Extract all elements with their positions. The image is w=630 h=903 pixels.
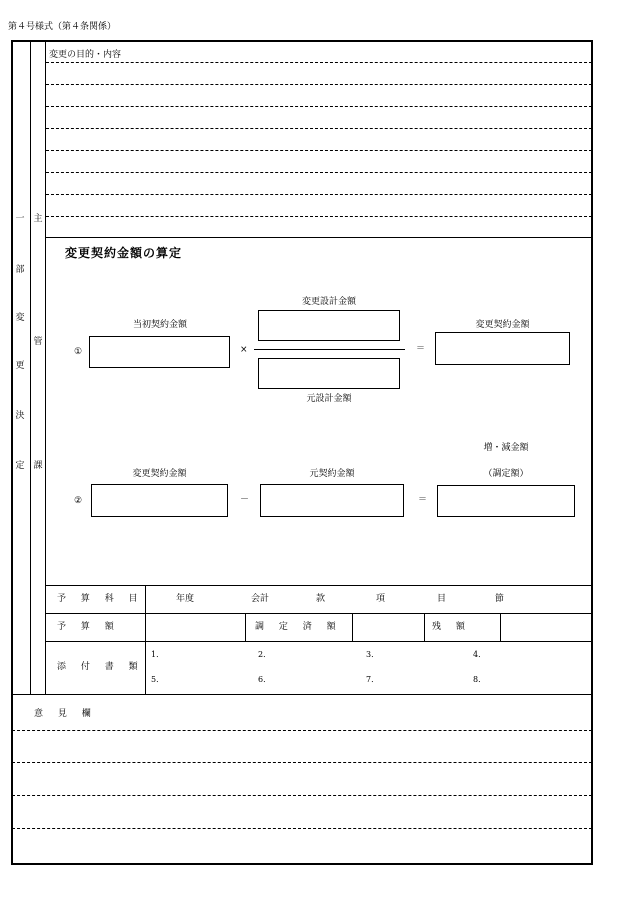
original-design-label: 元設計金額 — [306, 394, 352, 404]
initial-amount-field[interactable] — [89, 336, 230, 368]
remaining-amount-label: 残 額 — [432, 622, 471, 632]
original-contract-field[interactable] — [260, 484, 404, 517]
budget-col-kou: 項 — [376, 594, 386, 604]
row2-equals: ＝ — [418, 495, 428, 505]
budget-top-rule — [46, 585, 592, 586]
times-sign: × — [240, 345, 248, 355]
side-left-char-1: 一 — [15, 214, 25, 224]
purpose-line-1[interactable] — [46, 62, 592, 63]
budget-divider-d — [500, 613, 501, 641]
budget-col-moku: 目 — [437, 594, 447, 604]
opinion-line-2[interactable] — [12, 762, 592, 763]
side-left-char-5: 決 — [15, 411, 25, 421]
changed-design-label: 変更設計金額 — [301, 297, 356, 307]
side-divider-1 — [30, 41, 31, 694]
attachments-label: 添 付 書 類 — [57, 662, 144, 672]
opinion-line-1[interactable] — [12, 730, 592, 731]
changed-design-field[interactable] — [258, 310, 400, 341]
purpose-line-2[interactable] — [46, 84, 592, 85]
calc-title: 変更契約金額の算定 — [65, 246, 183, 260]
minus-sign: － — [240, 495, 250, 505]
budget-divider-c — [424, 613, 425, 641]
original-contract-label: 元契約金額 — [309, 469, 355, 479]
opinion-label: 意 見 欄 — [34, 709, 97, 719]
attachment-8[interactable]: 8． — [473, 675, 487, 684]
fraction-bar — [254, 349, 405, 350]
initial-amount-label: 当初契約金額 — [132, 320, 187, 330]
purpose-line-7[interactable] — [46, 194, 592, 195]
budget-divider-b — [352, 613, 353, 641]
budget-col-setsu: 節 — [495, 594, 505, 604]
changed-contract-result-field[interactable] — [435, 332, 570, 365]
attachment-7[interactable]: 7． — [366, 675, 380, 684]
purpose-line-3[interactable] — [46, 106, 592, 107]
side-divider-2 — [45, 41, 46, 694]
budget-col-year: 年度 — [176, 594, 195, 604]
increase-amount-field[interactable] — [437, 485, 575, 517]
attachment-5[interactable]: 5． — [151, 675, 165, 684]
purpose-title: 変更の目的・内容 — [49, 50, 122, 60]
attachment-3[interactable]: 3． — [366, 650, 380, 659]
budget-rule-2 — [46, 613, 592, 614]
budget-item-label: 予 算 科 目 — [57, 594, 144, 604]
side-left-char-2: 部 — [15, 265, 25, 275]
row2-changed-contract-field[interactable] — [91, 484, 228, 517]
side-mid-char-1: 主 — [33, 214, 43, 224]
budget-col-kan: 款 — [316, 594, 326, 604]
side-left-char-3: 変 — [15, 313, 25, 323]
attachment-1[interactable]: 1． — [151, 650, 165, 659]
row1-marker: ① — [74, 347, 83, 357]
opinion-line-4[interactable] — [12, 828, 592, 829]
purpose-line-6[interactable] — [46, 172, 592, 173]
side-mid-char-2: 管 — [33, 337, 43, 347]
changed-contract-result-label: 変更契約金額 — [475, 320, 530, 330]
attachment-6[interactable]: 6． — [258, 675, 272, 684]
adjusted-amount-label: 調 定 済 額 — [255, 622, 342, 632]
budget-label-divider — [145, 585, 146, 694]
increase-label-line1: 増・減金額 — [483, 443, 529, 453]
purpose-line-8[interactable] — [46, 216, 592, 217]
increase-label-line2: （調定額） — [483, 469, 529, 479]
row2-changed-contract-label: 変更契約金額 — [132, 469, 187, 479]
attachment-4[interactable]: 4． — [473, 650, 487, 659]
purpose-line-4[interactable] — [46, 128, 592, 129]
side-left-char-4: 更 — [15, 361, 25, 371]
purpose-line-5[interactable] — [46, 150, 592, 151]
row2-marker: ② — [74, 496, 83, 506]
budget-amount-label: 予 算 額 — [57, 622, 120, 632]
opinion-line-3[interactable] — [12, 795, 592, 796]
budget-col-account: 会計 — [251, 594, 270, 604]
form-number: 第４号様式（第４条関係） — [8, 22, 117, 32]
attachment-2[interactable]: 2． — [258, 650, 272, 659]
row1-equals: ＝ — [416, 344, 426, 354]
side-mid-char-3: 課 — [33, 461, 43, 471]
budget-divider-a — [245, 613, 246, 641]
side-left-char-6: 定 — [15, 461, 25, 471]
budget-rule-3 — [46, 641, 592, 642]
original-design-field[interactable] — [258, 358, 400, 389]
purpose-bottom-rule — [46, 237, 592, 238]
opinion-top-rule — [12, 694, 592, 695]
